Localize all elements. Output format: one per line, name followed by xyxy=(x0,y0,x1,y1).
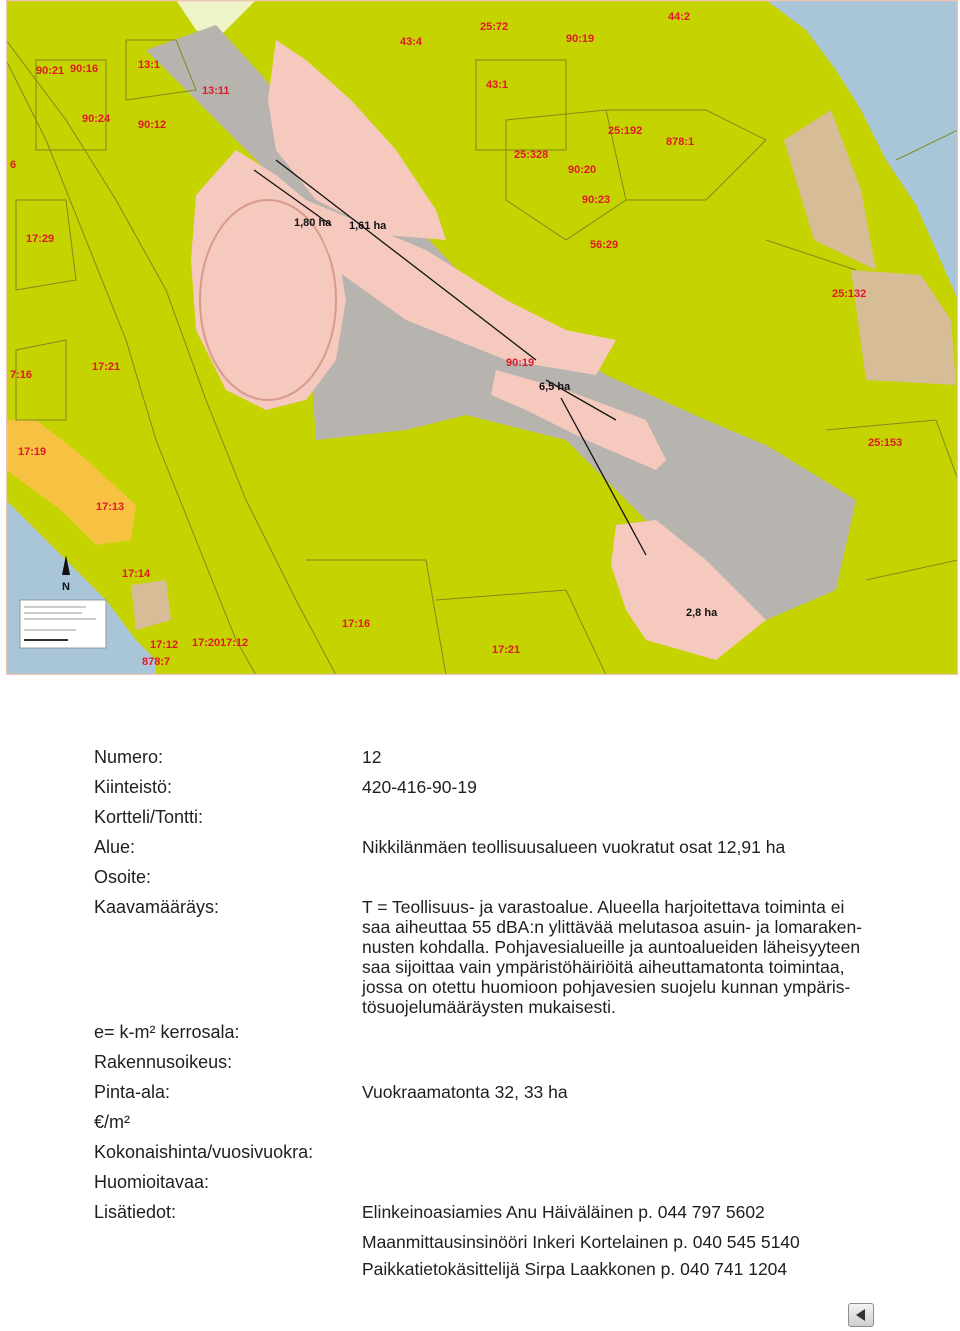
map-legend xyxy=(20,600,106,648)
kaavamaarays-line: tösuojelumääräysten mukaisesti. xyxy=(362,997,616,1017)
back-button[interactable] xyxy=(848,1303,874,1327)
parcel-label: 17:19 xyxy=(18,446,47,458)
alue-value: Nikkilänmäen teollisuusalueen vuokratut osat 12,91 ha xyxy=(362,837,786,857)
kaavamaarays-line: T = Teollisuus- ja varastoalue. Alueella harjoitettava toiminta ei xyxy=(362,897,845,917)
parcel-label: 878:7 xyxy=(142,656,171,668)
kiinteisto-value: 420-416-90-19 xyxy=(362,777,477,797)
parcel-label: 90:21 xyxy=(36,65,65,77)
parcel-label: 17:29 xyxy=(26,233,55,245)
parcel-label: 90:23 xyxy=(582,194,611,206)
parcel-label: 17:21 xyxy=(492,644,521,656)
parcel-label: 25:132 xyxy=(832,288,867,300)
kaavamaarays-text xyxy=(362,892,914,1017)
parcel-label: 13:11 xyxy=(202,85,230,97)
contact-line: Paikkatietokäsittelijä Sirpa Laakkonen p. 040 741 1204 xyxy=(362,1259,788,1279)
area-label: 2,8 ha xyxy=(686,607,718,619)
lisatiedot-label: Lisätiedot: xyxy=(94,1202,177,1222)
parcel-label: 90:16 xyxy=(70,63,99,75)
parcel-label: 43:4 xyxy=(400,36,423,48)
parcel-label: 17:20 xyxy=(192,637,221,649)
parcel-label: 6 xyxy=(10,159,17,171)
parcel-label: 878:1 xyxy=(666,136,695,148)
numero-value: 12 xyxy=(362,747,382,767)
parcel-label: 43:1 xyxy=(486,79,509,91)
parcel-label: 17:16 xyxy=(342,618,371,630)
osoite-label: Osoite: xyxy=(94,867,152,887)
back-arrow-icon xyxy=(856,1309,865,1321)
contacts xyxy=(362,1197,914,1281)
parcel-label: 13:1 xyxy=(138,59,161,71)
area-label: 6,5 ha xyxy=(539,381,571,393)
pinta-ala-value: Vuokraamatonta 32, 33 ha xyxy=(362,1082,568,1102)
kaavamaarays-line: saa aiheuttaa 55 dBA:n ylittävää melutasoa asuin- ja lomaraken- xyxy=(362,917,863,937)
parcel-label: 90:12 xyxy=(138,119,167,131)
per-m2-label: €/m² xyxy=(94,1112,130,1132)
parcel-label: 90:19 xyxy=(506,357,535,369)
parcel-label: 17:12 xyxy=(220,637,249,649)
parcel-label: 17:14 xyxy=(122,568,151,580)
kerrosala-label: e= k-m² kerrosala: xyxy=(94,1022,240,1042)
parcel-label: 56:29 xyxy=(590,239,619,251)
parcel-label: 17:13 xyxy=(96,501,125,513)
area-label: 1,80 ha xyxy=(294,217,332,229)
contact-line: Maanmittausinsinööri Inkeri Kortelainen p. 040 545 5140 xyxy=(362,1232,800,1252)
kortteli-label: Kortteli/Tontti: xyxy=(94,807,204,827)
parcel-label: 25:72 xyxy=(480,21,509,33)
parcel-label: 44:2 xyxy=(668,11,691,23)
parcel-label: 90:20 xyxy=(568,164,597,176)
kaavamaarays-line: saa sijoittaa vain ympäristöhäiriöitä aiheuttamatonta toimintaa, xyxy=(362,957,845,977)
parcel-label: 17:21 xyxy=(92,361,121,373)
kaavamaarays-line: nusten kohdalla. Pohjavesialueille ja auntoalueiden läheisyyteen xyxy=(362,937,861,957)
property-info xyxy=(94,742,914,1281)
kokonaishinta-label: Kokonaishinta/vuosivuokra: xyxy=(94,1142,314,1162)
parcel-label: 25:192 xyxy=(608,125,643,137)
kiinteisto-label: Kiinteistö: xyxy=(94,777,173,797)
parcel-label: 25:153 xyxy=(868,437,903,449)
rakennusoikeus-label: Rakennusoikeus: xyxy=(94,1052,233,1072)
parcel-label: 90:24 xyxy=(82,113,111,125)
contact-line: Elinkeinoasiamies Anu Häiväläinen p. 044 797 5602 xyxy=(362,1202,765,1222)
pinta-ala-label: Pinta-ala: xyxy=(94,1082,171,1102)
kaavamaarays-label: Kaavamääräys: xyxy=(94,897,220,917)
north-label: N xyxy=(62,581,70,593)
huomioitavaa-label: Huomioitavaa: xyxy=(94,1172,210,1192)
numero-label: Numero: xyxy=(94,747,164,767)
parcel-label: 7:16 xyxy=(10,369,33,381)
area-label: 1,61 ha xyxy=(349,220,387,232)
parcel-label: 17:12 xyxy=(150,639,179,651)
parcel-label: 90:19 xyxy=(566,33,595,45)
kaavamaarays-line: jossa on otettu huomioon pohjavesien suojelu kunnan ympäris- xyxy=(362,977,851,997)
alue-label: Alue: xyxy=(94,837,136,857)
parcel-label: 25:328 xyxy=(514,149,549,161)
site-map xyxy=(6,0,958,675)
